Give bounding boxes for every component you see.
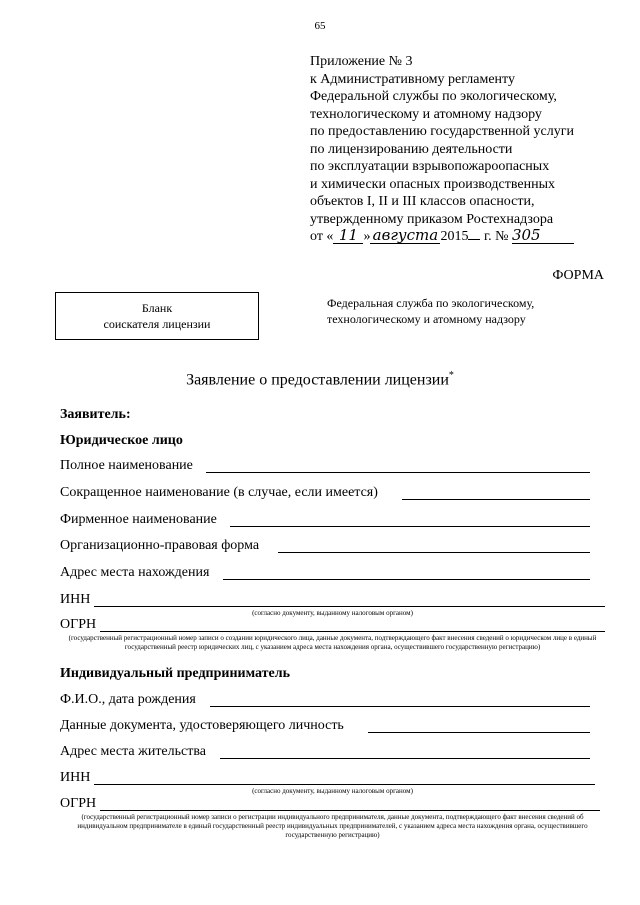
blank-label: Бланк (141, 301, 173, 315)
individual-inn-note: (согласно документу, выданному налоговым органом) (252, 787, 413, 795)
handwritten-day: 11 (333, 228, 363, 244)
full-name-label: Полное наименование (60, 458, 193, 473)
year-suffix: г. № (483, 229, 509, 244)
appendix-line: Приложение № 3 (310, 54, 413, 69)
short-name-field[interactable] (60, 485, 590, 503)
full-name-field[interactable] (60, 458, 590, 476)
page-number: 65 (314, 20, 326, 32)
brand-name-field[interactable] (60, 512, 590, 530)
appendix-line: к Административному регламенту (310, 71, 515, 87)
inn-note: (согласно документу, выданному налоговым органом) (252, 609, 413, 617)
appendix-line: по лицензированию деятельности (310, 141, 513, 157)
appendix-line: утвержденному приказом Ростехнадзора (310, 211, 554, 227)
id-document-label: Данные документа, удостоверяющего личность (60, 718, 344, 733)
address-line[interactable] (223, 579, 590, 580)
inn-field[interactable] (60, 592, 605, 610)
ogrn-note: (государственный регистрационный номер записи о создании юридического лица, данные документа, подтверждающего факт внесения сведений о юридическом лице в единый государственный реестр юридических лиц, с указанием адреса места нахождения органа, осуществившего государственную регистрацию) (68, 634, 597, 651)
legal-entity-heading: Юридическое лицо (60, 433, 183, 448)
appendix-line: технологическому и атомному надзору (310, 106, 542, 122)
handwritten-order-number: 305 (512, 228, 574, 244)
blank-sublabel: соискателя лицензии (103, 317, 211, 331)
fio-label: Ф.И.О., дата рождения (60, 692, 196, 707)
address-field[interactable] (60, 565, 590, 583)
individual-ogrn-field[interactable] (60, 796, 600, 814)
document-title (0, 370, 640, 389)
id-document-line[interactable] (368, 732, 590, 733)
inn-line[interactable] (94, 606, 605, 607)
appendix-line: объектов I, II и III классов опасности, (310, 194, 535, 209)
ogrn-line[interactable] (100, 631, 605, 632)
ogrn-label: ОГРН (60, 617, 97, 632)
order-date-line (310, 228, 630, 246)
address-label: Адрес места нахождения (60, 565, 210, 580)
applicant-label: Заявитель: (60, 407, 131, 422)
residence-label: Адрес места жительства (60, 744, 206, 759)
short-name-label: Сокращенное наименование (в случае, если имеется) (60, 485, 378, 500)
fio-field[interactable] (60, 692, 590, 710)
appendix-line: и химически опасных производственных (310, 176, 555, 192)
individual-heading: Индивидуальный предприниматель (60, 666, 291, 681)
individual-ogrn-label: ОГРН (60, 796, 97, 811)
agency-line: технологическому и атомному надзору (327, 312, 526, 326)
appendix-line: Федеральной службы по экологическому, (310, 89, 557, 104)
legal-form-line[interactable] (278, 552, 590, 553)
date-prefix: от « (310, 229, 334, 244)
individual-inn-label: ИНН (60, 770, 91, 785)
residence-field[interactable] (60, 744, 590, 762)
legal-form-label: Организационно-правовая форма (60, 538, 260, 553)
title-text: Заявление о предоставлении лицензии (186, 371, 449, 389)
title-footnote-mark: * (448, 370, 454, 381)
handwritten-month: августа (370, 228, 440, 244)
full-name-line[interactable] (206, 472, 590, 473)
individual-inn-line[interactable] (94, 784, 595, 785)
inn-label: ИНН (60, 592, 91, 607)
id-document-field[interactable] (60, 718, 590, 736)
individual-ogrn-note: (государственный регистрационный номер записи о регистрации индивидуального предпринимателя, данные документа, подтверждающего факт внесения сведений об индивидуальном предпринимателе в единый государственный реестр индивидуальных предпринимателей, с указанием адреса места нахождения органа, осуществившего государственную регистрацию) (77, 813, 588, 839)
individual-ogrn-line[interactable] (100, 810, 600, 811)
applicant-letterhead-box (55, 292, 259, 340)
brand-name-label: Фирменное наименование (60, 512, 217, 527)
ogrn-field[interactable] (60, 617, 605, 635)
brand-name-line[interactable] (230, 526, 590, 527)
legal-form-field[interactable] (60, 538, 590, 556)
residence-line[interactable] (220, 758, 590, 759)
appendix-line: по эксплуатации взрывопожароопасных (310, 159, 550, 174)
year: 2015 (440, 229, 469, 244)
short-name-line[interactable] (402, 499, 590, 500)
agency-line: Федеральная служба по экологическому, (327, 296, 535, 310)
forma-label: ФОРМА (552, 268, 604, 283)
appendix-line: по предоставлению государственной услуги (310, 124, 574, 139)
appendix-header (310, 53, 630, 246)
individual-inn-field[interactable] (60, 770, 595, 788)
fio-line[interactable] (210, 706, 590, 707)
day-close: » (363, 229, 371, 244)
agency-name (327, 295, 534, 327)
year-underline (468, 239, 480, 240)
